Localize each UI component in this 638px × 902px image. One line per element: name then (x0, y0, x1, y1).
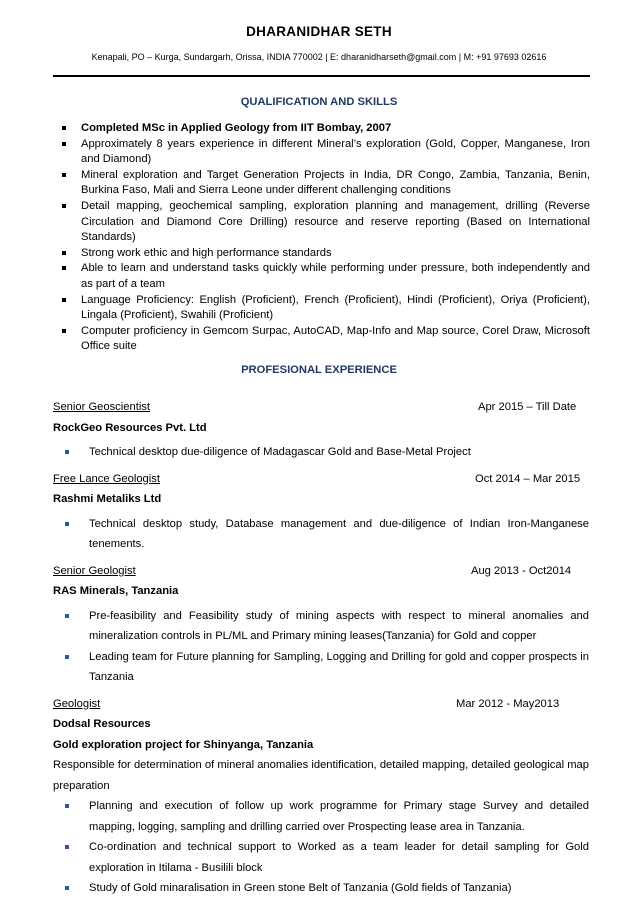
bullet-square-icon (65, 614, 69, 618)
job-bullet: Technical desktop study, Database management and due-diligence of Indian Iron-Manganese tenements. (53, 514, 589, 555)
skill-item: Computer proficiency in Gemcom Surpac, AutoCAD, Map-Info and Map source, Corel Draw, Microsoft Office suite (62, 324, 590, 355)
job-bullet: Technical desktop due-diligence of Madagascar Gold and Base-Metal Project (53, 442, 589, 463)
job-bullet: Co-ordination and technical support to Worked as a team leader for detail sampling for Gold exploration in Itilama - Busilili block (53, 837, 589, 878)
experience-section (53, 397, 589, 899)
company-name: RAS Minerals, Tanzania (53, 585, 179, 597)
job-role: Senior Geologist (53, 564, 136, 577)
skill-item: Able to learn and understand tasks quickly while performing under pressure, both independently and as part of a team (62, 261, 590, 292)
job-role: Geologist (53, 697, 101, 710)
company-name: Rashmi Metaliks Ltd (53, 493, 162, 505)
job-role: Senior Geoscientist (53, 401, 151, 413)
job-dates: Mar 2012 - May2013 (456, 697, 560, 710)
bullet-square-icon (65, 845, 69, 849)
skills-list (62, 121, 590, 355)
company-name: RockGeo Resources Pvt. Ltd (53, 421, 207, 434)
job-bullets (53, 606, 589, 688)
qualification-heading: QUALIFICATION AND SKILLS (240, 96, 398, 108)
job-bullets (53, 796, 589, 899)
skill-item: Approximately 8 years experience in different Mineral’s exploration (Gold, Copper, Manganese, Iron and Diamond) (62, 137, 590, 168)
header-divider (53, 75, 590, 77)
experience-heading: PROFESIONAL EXPERIENCE (241, 364, 397, 376)
bullet-square-icon (62, 142, 66, 146)
skill-item: Language Proficiency: English (Proficient), French (Proficient), Hindi (Proficient), Oriya (Proficient), Lingala (Proficient), Swahili (Proficient) (62, 293, 590, 324)
bullet-square-icon (62, 298, 66, 302)
job-header (53, 561, 589, 582)
job-bullet: Study of Gold minaralisation in Green stone Belt of Tanzania (Gold fields of Tanzania) (53, 878, 589, 899)
job-bullet: Leading team for Future planning for Sampling, Logging and Drilling for gold and copper prospects in Tanzania (53, 647, 589, 688)
candidate-name: DHARANIDHAR SETH (246, 24, 392, 39)
job-bullet: Pre-feasibility and Feasibility study of mining aspects with respect to mineral anomalies and mineralization controls in PL/ML and Primary mining leases(Tanzania) for Gold and copper (53, 606, 589, 647)
bullet-square-icon (62, 204, 66, 208)
bullet-square-icon (65, 522, 69, 526)
bullet-square-icon (62, 266, 66, 270)
job-dates: Oct 2014 – Mar 2015 (475, 472, 581, 485)
skill-item: Detail mapping, geochemical sampling, exploration planning and management, drilling (Reverse Circulation and Diamond Core Drilling) resource and reserve reporting (Based on International Standards) (62, 199, 590, 246)
skill-item: Strong work ethic and high performance standards (62, 246, 590, 262)
job-bullets (53, 514, 589, 555)
job-header (53, 397, 589, 418)
skill-item: Completed MSc in Applied Geology from IIT Bombay, 2007 (62, 121, 590, 137)
bullet-square-icon (65, 450, 69, 454)
job-bullet: Planning and execution of follow up work programme for Primary stage Survey and detailed mapping, logging, sampling and drilling carried over Prospecting lease area in Tanzania. (53, 796, 589, 837)
bullet-square-icon (62, 126, 66, 130)
contact-line: Kenapali, PO – Kurga, Sundargarh, Orissa, INDIA 770002 | E: dharanidharseth@gmail.com | M: +91 97693 02616 (91, 52, 547, 62)
job-header (53, 469, 589, 490)
job-dates: Aug 2013 - Oct2014 (471, 564, 572, 577)
bullet-square-icon (62, 329, 66, 333)
skill-item: Mineral exploration and Target Generation Projects in India, DR Congo, Zambia, Tanzania, Benin, Burkina Faso, Mali and Sierra Leone under different challenging conditions (62, 168, 590, 199)
project-name: Gold exploration project for Shinyanga, Tanzania (53, 738, 314, 751)
bullet-square-icon (62, 173, 66, 177)
job-bullets (53, 442, 589, 463)
job-header (53, 694, 589, 715)
bullet-square-icon (65, 886, 69, 890)
bullet-square-icon (65, 804, 69, 808)
job-dates: Apr 2015 – Till Date (478, 401, 577, 413)
bullet-square-icon (62, 251, 66, 255)
job-role: Free Lance Geologist (53, 472, 160, 485)
job-description: Responsible for determination of mineral anomalies identification, detailed mapping, detailed geological map preparation (53, 759, 589, 792)
bullet-square-icon (65, 655, 69, 659)
company-name: Dodsal Resources (53, 718, 151, 730)
